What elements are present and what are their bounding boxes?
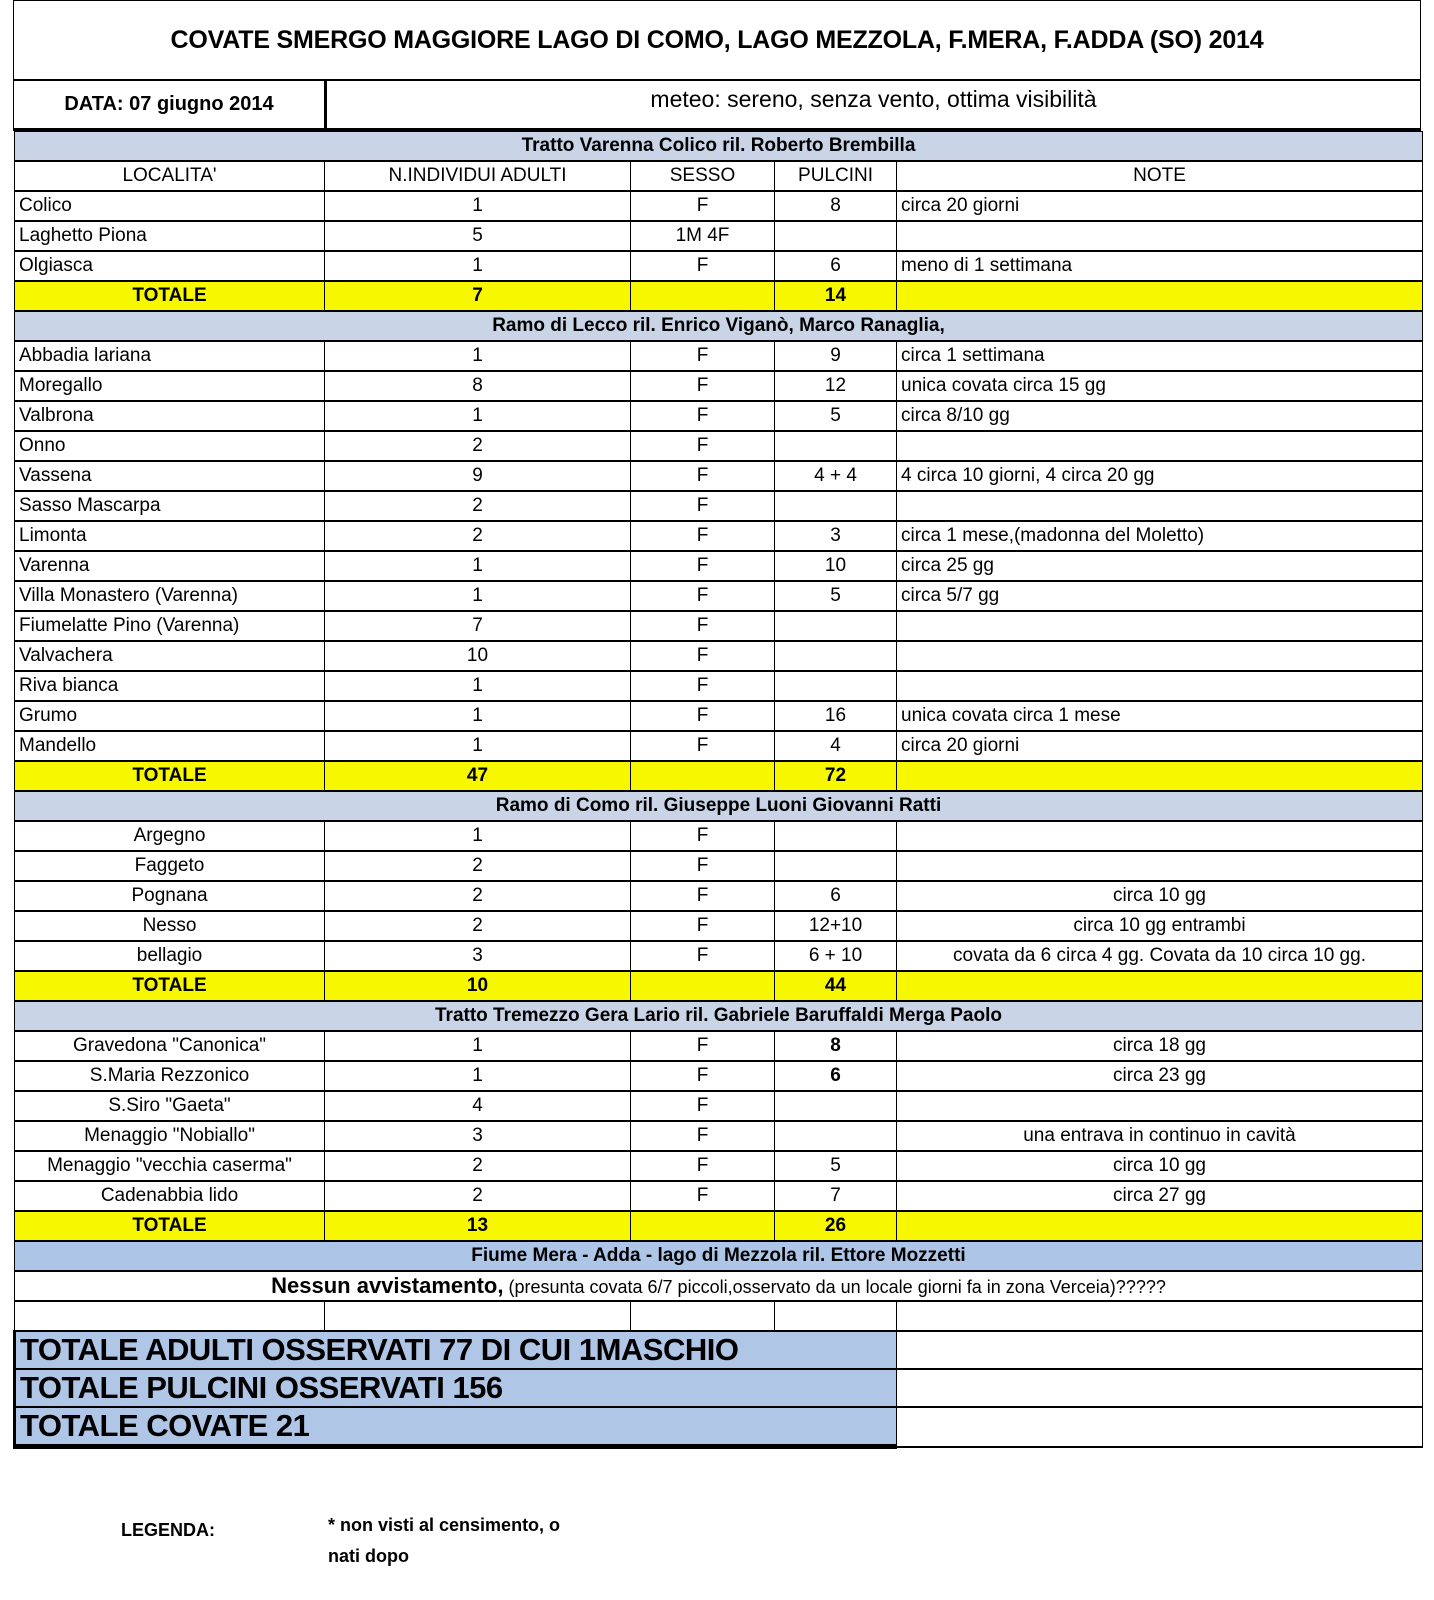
- table-row: [15, 1151, 1423, 1181]
- note-cell: [897, 671, 1423, 701]
- column-sesso: SESSO: [631, 161, 775, 191]
- note-cell: [897, 611, 1423, 641]
- total-row: [15, 971, 1423, 1001]
- total-label: TOTALE: [15, 281, 325, 311]
- pulcini-cell: 8: [775, 1031, 897, 1061]
- total-sesso: [631, 971, 775, 1001]
- table-row: [15, 701, 1423, 731]
- note-cell: [897, 491, 1423, 521]
- total-adulti: 10: [325, 971, 631, 1001]
- localita-cell: Abbadia lariana: [15, 341, 325, 371]
- table-row: [15, 1091, 1423, 1121]
- sesso-cell: F: [631, 851, 775, 881]
- adulti-cell: 3: [325, 1121, 631, 1151]
- legend-line-1: * non visti al censimento, o: [328, 1515, 561, 1535]
- adulti-cell: 7: [325, 611, 631, 641]
- sesso-cell: F: [631, 641, 775, 671]
- table-row: [15, 1121, 1423, 1151]
- adulti-cell: 1: [325, 821, 631, 851]
- pulcini-cell: 6: [775, 881, 897, 911]
- pulcini-cell: [775, 491, 897, 521]
- adulti-cell: 1: [325, 671, 631, 701]
- table-row: [15, 731, 1423, 761]
- localita-cell: Sasso Mascarpa: [15, 491, 325, 521]
- localita-cell: Moregallo: [15, 371, 325, 401]
- adulti-cell: 1: [325, 1031, 631, 1061]
- note-cell: unica covata circa 15 gg: [897, 371, 1423, 401]
- adulti-cell: 3: [325, 941, 631, 971]
- localita-cell: Menaggio "vecchia caserma": [15, 1151, 325, 1181]
- table-row: [15, 941, 1423, 971]
- summary-empty: [897, 1407, 1423, 1447]
- localita-cell: Cadenabbia lido: [15, 1181, 325, 1211]
- total-sesso: [631, 281, 775, 311]
- sesso-cell: F: [631, 1121, 775, 1151]
- total-sesso: [631, 1211, 775, 1241]
- localita-cell: Mandello: [15, 731, 325, 761]
- summary-row: [15, 1369, 1423, 1407]
- table-row: [15, 1181, 1423, 1211]
- adulti-cell: 1: [325, 581, 631, 611]
- sesso-cell: F: [631, 371, 775, 401]
- sesso-cell: F: [631, 461, 775, 491]
- note-cell: una entrava in continuo in cavità: [897, 1121, 1423, 1151]
- sesso-cell: F: [631, 431, 775, 461]
- table-row: [15, 221, 1423, 251]
- blank-cell: [325, 1301, 631, 1331]
- table-row: [15, 521, 1423, 551]
- adulti-cell: 2: [325, 521, 631, 551]
- total-adulti: 7: [325, 281, 631, 311]
- pulcini-cell: 4: [775, 731, 897, 761]
- blank-cell: [775, 1301, 897, 1331]
- total-row: [15, 761, 1423, 791]
- section-title: Ramo di Como ril. Giuseppe Luoni Giovanni Ratti: [15, 791, 1423, 821]
- sesso-cell: F: [631, 191, 775, 221]
- sesso-cell: F: [631, 731, 775, 761]
- document-title: COVATE SMERGO MAGGIORE LAGO DI COMO, LAGO MEZZOLA, F.MERA, F.ADDA (SO) 2014: [13, 0, 1421, 81]
- pulcini-cell: 5: [775, 1151, 897, 1181]
- sesso-cell: F: [631, 611, 775, 641]
- localita-cell: Colico: [15, 191, 325, 221]
- pulcini-cell: 6: [775, 251, 897, 281]
- sesso-cell: F: [631, 341, 775, 371]
- note-cell: circa 1 settimana: [897, 341, 1423, 371]
- adulti-cell: 2: [325, 491, 631, 521]
- total-label: TOTALE: [15, 1211, 325, 1241]
- summary-text: TOTALE ADULTI OSSERVATI 77 DI CUI 1MASCHIO: [15, 1331, 897, 1369]
- column-note: NOTE: [897, 161, 1423, 191]
- pulcini-cell: 6: [775, 1061, 897, 1091]
- blank-row: [15, 1301, 1423, 1331]
- localita-cell: Valvachera: [15, 641, 325, 671]
- meta-row: [13, 80, 1421, 131]
- adulti-cell: 1: [325, 401, 631, 431]
- pulcini-cell: 16: [775, 701, 897, 731]
- legend-line-2: nati dopo: [328, 1546, 409, 1566]
- localita-cell: Valbrona: [15, 401, 325, 431]
- table-row: [15, 401, 1423, 431]
- localita-cell: Faggeto: [15, 851, 325, 881]
- section-header: [15, 1241, 1423, 1271]
- no-sighting-note: [15, 1271, 1423, 1301]
- total-label: TOTALE: [15, 971, 325, 1001]
- sesso-cell: F: [631, 491, 775, 521]
- note-cell: [897, 1091, 1423, 1121]
- legend-label: LEGENDA:: [121, 1520, 215, 1540]
- section-title: Tratto Varenna Colico ril. Roberto Brembilla: [15, 132, 1423, 162]
- total-pulcini: 26: [775, 1211, 897, 1241]
- summary-empty: [897, 1369, 1423, 1407]
- total-note: [897, 1211, 1423, 1241]
- localita-cell: Olgiasca: [15, 251, 325, 281]
- table-row: [15, 491, 1423, 521]
- localita-cell: Gravedona "Canonica": [15, 1031, 325, 1061]
- adulti-cell: 9: [325, 461, 631, 491]
- summary-text: TOTALE COVATE 21: [15, 1407, 897, 1447]
- sesso-cell: F: [631, 1181, 775, 1211]
- note-cell: circa 25 gg: [897, 551, 1423, 581]
- table-row: [15, 371, 1423, 401]
- total-note: [897, 281, 1423, 311]
- adulti-cell: 5: [325, 221, 631, 251]
- adulti-cell: 10: [325, 641, 631, 671]
- note-cell: circa 18 gg: [897, 1031, 1423, 1061]
- section-title: Ramo di Lecco ril. Enrico Viganò, Marco Ranaglia,: [15, 311, 1423, 341]
- adulti-cell: 1: [325, 551, 631, 581]
- column-adulti: N.INDIVIDUI ADULTI: [325, 161, 631, 191]
- note-cell: circa 5/7 gg: [897, 581, 1423, 611]
- localita-cell: Pognana: [15, 881, 325, 911]
- localita-cell: Riva bianca: [15, 671, 325, 701]
- localita-cell: Laghetto Piona: [15, 221, 325, 251]
- pulcini-cell: [775, 1091, 897, 1121]
- sesso-cell: F: [631, 251, 775, 281]
- no-sighting-detail: (presunta covata 6/7 piccoli,osservato da un locale giorni fa in zona Verceia)?????: [503, 1277, 1166, 1297]
- note-cell: meno di 1 settimana: [897, 251, 1423, 281]
- pulcini-cell: 12+10: [775, 911, 897, 941]
- total-sesso: [631, 761, 775, 791]
- table-row: [15, 431, 1423, 461]
- table-row: [15, 191, 1423, 221]
- sesso-cell: F: [631, 1031, 775, 1061]
- adulti-cell: 2: [325, 911, 631, 941]
- section-title: Tratto Tremezzo Gera Lario ril. Gabriele Baruffaldi Merga Paolo: [15, 1001, 1423, 1031]
- no-sighting-label: Nessun avvistamento,: [271, 1273, 504, 1298]
- note-cell: [897, 821, 1423, 851]
- table-row: [15, 911, 1423, 941]
- sesso-cell: F: [631, 1061, 775, 1091]
- summary-row: [15, 1407, 1423, 1447]
- note-cell: covata da 6 circa 4 gg. Covata da 10 circa 10 gg.: [897, 941, 1423, 971]
- note-cell: circa 10 gg: [897, 1151, 1423, 1181]
- section-title: Fiume Mera - Adda - lago di Mezzola ril. Ettore Mozzetti: [15, 1241, 1423, 1271]
- adulti-cell: 2: [325, 431, 631, 461]
- adulti-cell: 1: [325, 341, 631, 371]
- pulcini-cell: [775, 641, 897, 671]
- table-row: [15, 1031, 1423, 1061]
- localita-cell: Fiumelatte Pino (Varenna): [15, 611, 325, 641]
- adulti-cell: 1: [325, 731, 631, 761]
- localita-cell: Grumo: [15, 701, 325, 731]
- sesso-cell: F: [631, 701, 775, 731]
- adulti-cell: 2: [325, 881, 631, 911]
- sesso-cell: F: [631, 1151, 775, 1181]
- sesso-cell: F: [631, 581, 775, 611]
- table-row: [15, 1061, 1423, 1091]
- note-cell: circa 20 giorni: [897, 191, 1423, 221]
- total-note: [897, 971, 1423, 1001]
- adulti-cell: 4: [325, 1091, 631, 1121]
- sesso-cell: F: [631, 521, 775, 551]
- survey-date: DATA: 07 giugno 2014: [13, 80, 327, 128]
- total-pulcini: 14: [775, 281, 897, 311]
- blank-cell: [897, 1301, 1423, 1331]
- adulti-cell: 8: [325, 371, 631, 401]
- table-row: [15, 251, 1423, 281]
- note-cell: [897, 851, 1423, 881]
- column-localita: LOCALITA': [15, 161, 325, 191]
- total-note: [897, 761, 1423, 791]
- sesso-cell: F: [631, 1091, 775, 1121]
- summary-row: [15, 1331, 1423, 1369]
- localita-cell: Menaggio "Nobiallo": [15, 1121, 325, 1151]
- pulcini-cell: [775, 611, 897, 641]
- pulcini-cell: [775, 671, 897, 701]
- note-cell: circa 23 gg: [897, 1061, 1423, 1091]
- table-row: [15, 641, 1423, 671]
- table-row: [15, 581, 1423, 611]
- sesso-cell: F: [631, 821, 775, 851]
- sesso-cell: F: [631, 881, 775, 911]
- blank-cell: [15, 1301, 325, 1331]
- pulcini-cell: 4 + 4: [775, 461, 897, 491]
- pulcini-cell: 8: [775, 191, 897, 221]
- column-header-row: [15, 161, 1423, 191]
- adulti-cell: 1: [325, 251, 631, 281]
- section-header: [15, 311, 1423, 341]
- column-pulcini: PULCINI: [775, 161, 897, 191]
- pulcini-cell: [775, 431, 897, 461]
- total-adulti: 47: [325, 761, 631, 791]
- table-row: [15, 881, 1423, 911]
- adulti-cell: 2: [325, 1181, 631, 1211]
- note-cell: [897, 431, 1423, 461]
- total-adulti: 13: [325, 1211, 631, 1241]
- broods-table: [13, 131, 1423, 1449]
- total-row: [15, 281, 1423, 311]
- note-cell: circa 27 gg: [897, 1181, 1423, 1211]
- pulcini-cell: 6 + 10: [775, 941, 897, 971]
- sesso-cell: F: [631, 941, 775, 971]
- table-row: [15, 551, 1423, 581]
- note-cell: unica covata circa 1 mese: [897, 701, 1423, 731]
- total-pulcini: 72: [775, 761, 897, 791]
- summary-empty: [897, 1331, 1423, 1369]
- table-row: [15, 611, 1423, 641]
- localita-cell: Villa Monastero (Varenna): [15, 581, 325, 611]
- pulcini-cell: 5: [775, 581, 897, 611]
- pulcini-cell: 3: [775, 521, 897, 551]
- sesso-cell: F: [631, 671, 775, 701]
- section-header: [15, 132, 1423, 162]
- note-cell: [897, 641, 1423, 671]
- summary-text: TOTALE PULCINI OSSERVATI 156: [15, 1369, 897, 1407]
- sesso-cell: F: [631, 401, 775, 431]
- legend-text: [328, 1510, 560, 1572]
- note-cell: [897, 221, 1423, 251]
- note-cell: circa 8/10 gg: [897, 401, 1423, 431]
- pulcini-cell: [775, 221, 897, 251]
- pulcini-cell: 12: [775, 371, 897, 401]
- note-cell: circa 20 giorni: [897, 731, 1423, 761]
- localita-cell: S.Maria Rezzonico: [15, 1061, 325, 1091]
- note-cell: circa 10 gg: [897, 881, 1423, 911]
- total-row: [15, 1211, 1423, 1241]
- sesso-cell: F: [631, 551, 775, 581]
- table-row: [15, 341, 1423, 371]
- blank-cell: [631, 1301, 775, 1331]
- table-row: [15, 851, 1423, 881]
- section-header: [15, 791, 1423, 821]
- localita-cell: S.Siro "Gaeta": [15, 1091, 325, 1121]
- pulcini-cell: [775, 851, 897, 881]
- localita-cell: Argegno: [15, 821, 325, 851]
- pulcini-cell: [775, 1121, 897, 1151]
- pulcini-cell: [775, 821, 897, 851]
- note-cell: circa 1 mese,(madonna del Moletto): [897, 521, 1423, 551]
- localita-cell: Onno: [15, 431, 325, 461]
- pulcini-cell: 7: [775, 1181, 897, 1211]
- table-row: [15, 821, 1423, 851]
- total-pulcini: 44: [775, 971, 897, 1001]
- weather-conditions: meteo: sereno, senza vento, ottima visibilità: [327, 80, 1421, 128]
- total-label: TOTALE: [15, 761, 325, 791]
- localita-cell: Nesso: [15, 911, 325, 941]
- table-row: [15, 671, 1423, 701]
- note-cell: circa 10 gg entrambi: [897, 911, 1423, 941]
- pulcini-cell: 5: [775, 401, 897, 431]
- adulti-cell: 1: [325, 1061, 631, 1091]
- adulti-cell: 1: [325, 191, 631, 221]
- section-header: [15, 1001, 1423, 1031]
- table-row: [15, 461, 1423, 491]
- localita-cell: bellagio: [15, 941, 325, 971]
- sesso-cell: 1M 4F: [631, 221, 775, 251]
- localita-cell: Vassena: [15, 461, 325, 491]
- adulti-cell: 1: [325, 701, 631, 731]
- localita-cell: Varenna: [15, 551, 325, 581]
- sesso-cell: F: [631, 911, 775, 941]
- note-cell: 4 circa 10 giorni, 4 circa 20 gg: [897, 461, 1423, 491]
- adulti-cell: 2: [325, 851, 631, 881]
- no-sighting-row: [15, 1271, 1423, 1301]
- adulti-cell: 2: [325, 1151, 631, 1181]
- pulcini-cell: 9: [775, 341, 897, 371]
- pulcini-cell: 10: [775, 551, 897, 581]
- localita-cell: Limonta: [15, 521, 325, 551]
